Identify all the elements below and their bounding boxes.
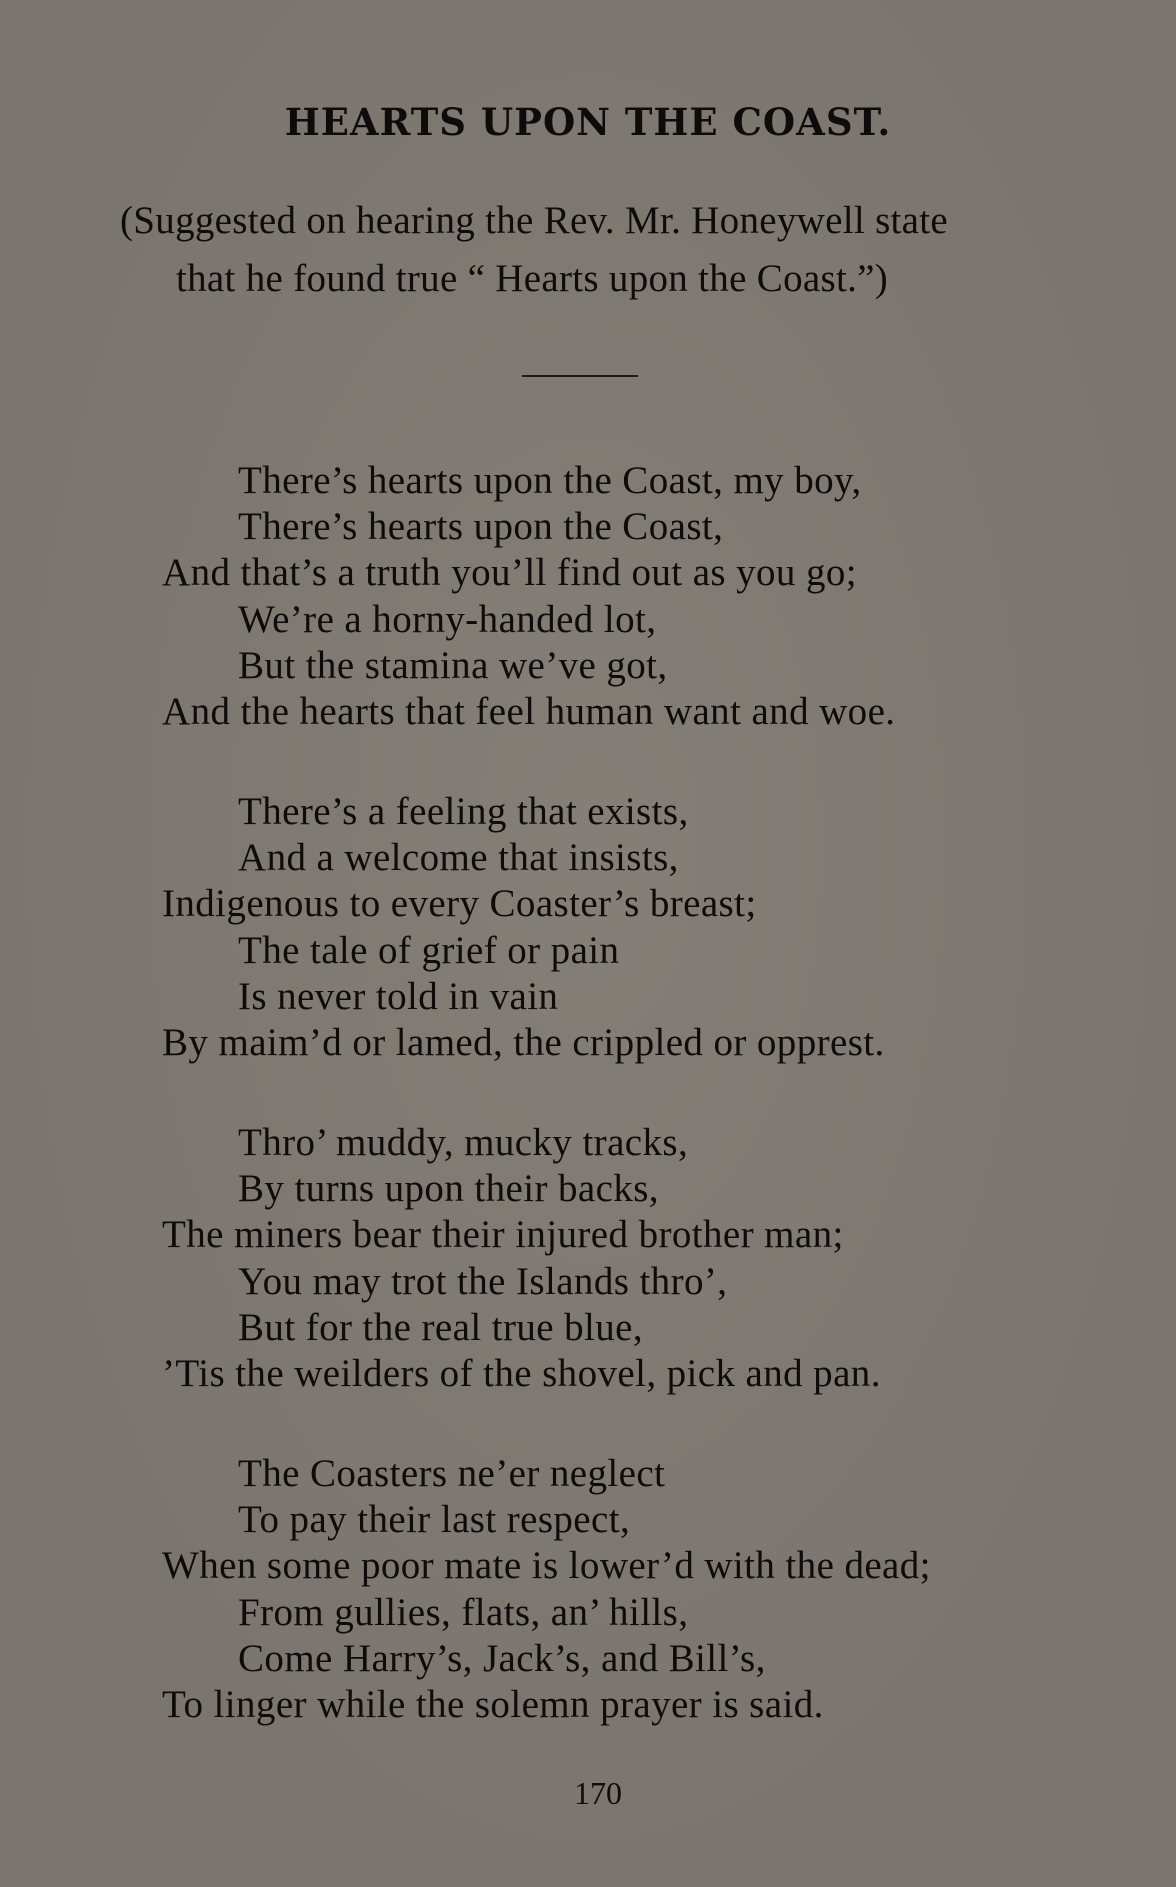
verse-line: You may trot the Islands thro’,	[238, 1260, 728, 1303]
verse-line: But for the real true blue,	[238, 1306, 643, 1349]
verse-line: And that’s a truth you’ll find out as you go;	[162, 551, 858, 594]
verse-line: And a welcome that insists,	[238, 836, 679, 879]
verse-line: To pay their last respect,	[238, 1498, 631, 1541]
subtitle-line-1: (Suggested on hearing the Rev. Mr. Honeywell state	[120, 199, 949, 242]
verse-line: From gullies, flats, an’ hills,	[238, 1591, 689, 1634]
verse-line: There’s hearts upon the Coast,	[238, 505, 724, 548]
poem-title: HEARTS UPON THE COAST.	[284, 100, 892, 144]
verse-line: By turns upon their backs,	[238, 1167, 659, 1210]
page-number: 170	[574, 1775, 622, 1811]
verse-line: To linger while the solemn prayer is said.	[162, 1683, 824, 1726]
verse-line: The Coasters ne’er neglect	[238, 1452, 666, 1495]
verse-line: There’s hearts upon the Coast, my boy,	[238, 459, 862, 502]
verse-line: When some poor mate is lower’d with the dead;	[162, 1544, 931, 1587]
poem-subtitle	[120, 192, 1060, 308]
verse-line: And the hearts that feel human want and woe.	[162, 690, 896, 733]
verse-line: ’Tis the weilders of the shovel, pick and pan.	[162, 1352, 881, 1395]
verse-line: We’re a horny-handed lot,	[238, 598, 657, 641]
section-divider	[522, 375, 638, 377]
verse-line: But the stamina we’ve got,	[238, 644, 668, 687]
verse-line: There’s a feeling that exists,	[238, 790, 689, 833]
verse-line: Come Harry’s, Jack’s, and Bill’s,	[238, 1637, 766, 1680]
verse-line: By maim’d or lamed, the crippled or opprest.	[162, 1021, 885, 1064]
verse-line: Indigenous to every Coaster’s breast;	[162, 882, 757, 925]
subtitle-line-2: that he found true “ Hearts upon the Coast.”)	[176, 257, 889, 300]
verse-line: The tale of grief or pain	[238, 929, 620, 972]
verse-line: Is never told in vain	[238, 975, 559, 1018]
verse-line: The miners bear their injured brother man;	[162, 1213, 844, 1256]
verse-line: Thro’ muddy, mucky tracks,	[238, 1121, 689, 1164]
